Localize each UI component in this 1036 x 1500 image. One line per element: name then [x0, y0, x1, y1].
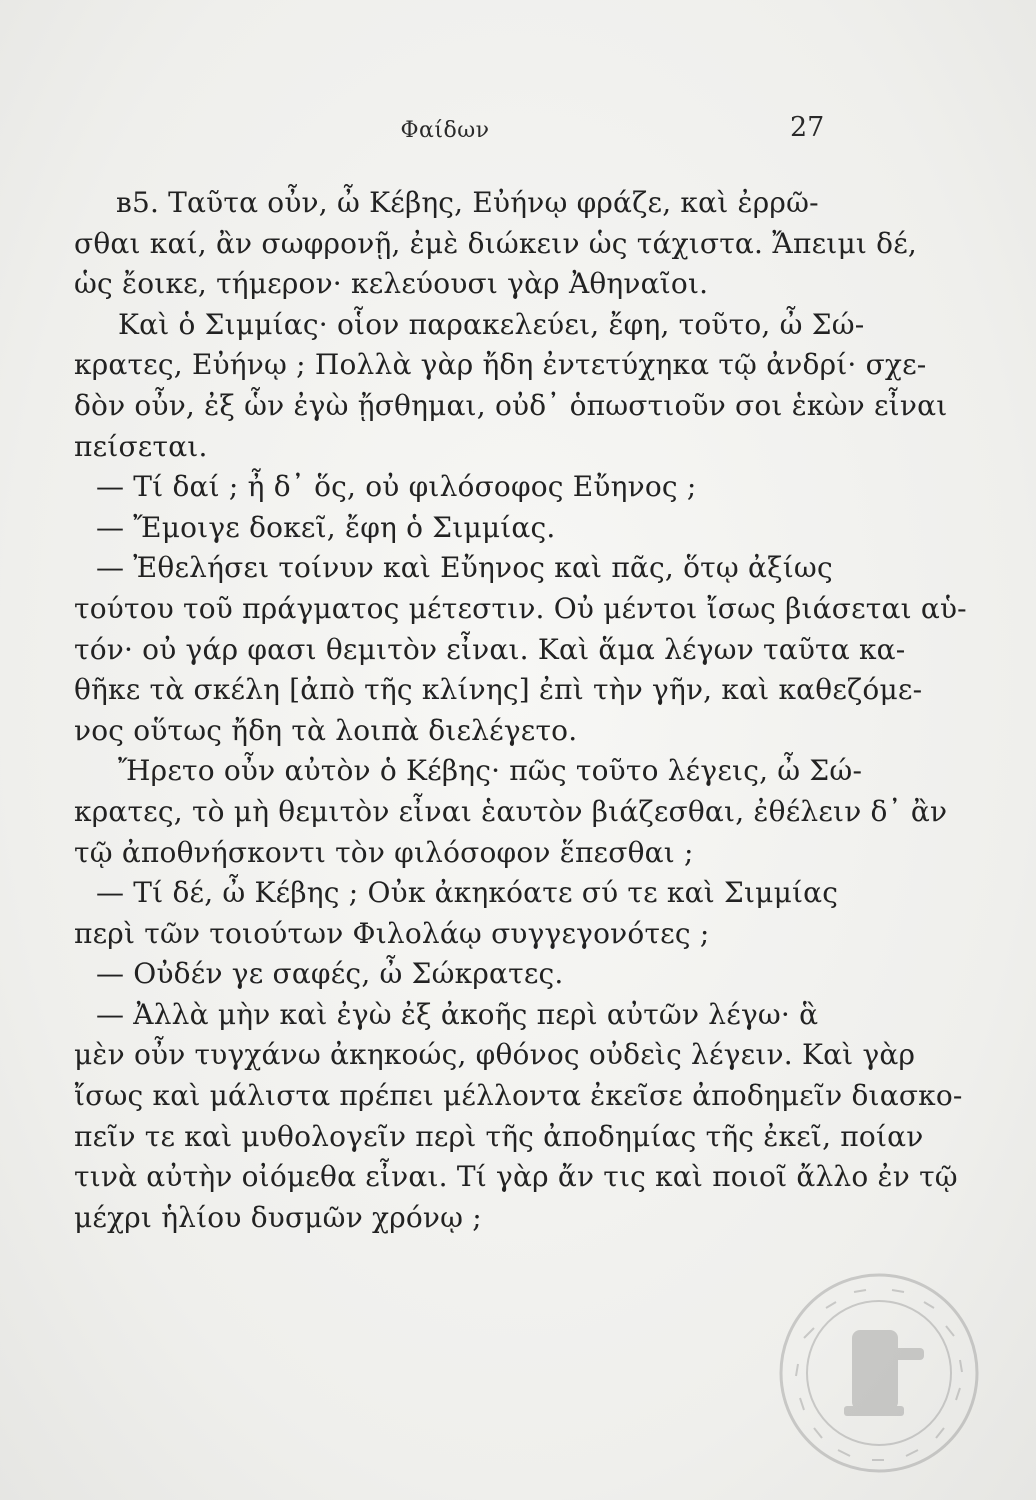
- text-line: μὲν οὖν τυγχάνω ἀκηκοώς, φθόνος οὐδεὶς λέγειν. Καὶ γὰρ: [74, 1038, 916, 1072]
- text-line: — Ἀλλὰ μὴν καὶ ἐγὼ ἐξ ἀκοῆς περὶ αὐτῶν λέγω· ἃ: [96, 997, 819, 1031]
- text-line: — Τί δαί ; ἦ δ᾽ ὅς, οὐ φιλόσοφος Εὔηνος ;: [96, 470, 697, 504]
- text-line: — Οὐδέν γε σαφές, ὦ Σώκρατες.: [96, 957, 564, 991]
- text-line: τῷ ἀποθνήσκοντι τὸν φιλόσοφον ἕπεσθαι ;: [74, 835, 694, 869]
- text-line: θῆκε τὰ σκέλη [ἀπὸ τῆς κλίνης] ἐπὶ τὴν γῆν, καὶ καθεζόμε-: [74, 673, 923, 707]
- text-line: — Ἔμοιγε δοκεῖ, ἔφη ὁ Σιμμίας.: [96, 510, 556, 544]
- text-line: σθαι καί, ἂν σωφρονῇ, ἐμὲ διώκειν ὡς τάχιστα. Ἄπειμι δέ,: [74, 226, 918, 260]
- text-line: Καὶ ὁ Σιμμίας· οἷον παρακελεύει, ἔφη, τοῦτο, ὦ Σώ-: [118, 307, 865, 341]
- text-line: κρατες, Εὐήνῳ ; Πολλὰ γὰρ ἤδη ἐντετύχηκα τῷ ἀνδρί· σχε-: [74, 348, 927, 382]
- text-line: — Ἐθελήσει τοίνυν καὶ Εὔηνος καὶ πᾶς, ὅτῳ ἀξίως: [96, 551, 833, 585]
- running-title: Φαίδων: [400, 118, 490, 143]
- text-line: δὸν οὖν, ἐξ ὧν ἐγὼ ᾔσθημαι, οὐδ᾽ ὁπωστιοῦν σοι ἑκὼν εἶναι: [74, 388, 948, 422]
- text-line: ἴσως καὶ μάλιστα πρέπει μέλλοντα ἐκεῖσε ἀποδημεῖν διασκο-: [74, 1079, 963, 1113]
- text-line: τινὰ αὐτὴν οἰόμεθα εἶναι. Τί γὰρ ἄν τις καὶ ποιοῖ ἄλλο ἐν τῷ: [74, 1160, 958, 1194]
- text-line: Ἤρετο οὖν αὐτὸν ὁ Κέβης· πῶς τοῦτο λέγεις, ὦ Σώ-: [118, 754, 863, 788]
- text-line: — Τί δέ, ὦ Κέβης ; Οὐκ ἀκηκόατε σύ τε καὶ Σιμμίας: [96, 876, 839, 910]
- text-line: μέχρι ἡλίου δυσμῶν χρόνῳ ;: [74, 1200, 482, 1234]
- text-line: πείσεται.: [74, 429, 208, 463]
- text-line: ʙ5. Ταῦτα οὖν, ὦ Κέβης, Εὐήνῳ φράζε, καὶ ἐρρῶ-: [116, 186, 819, 219]
- text-line: τούτου τοῦ πράγματος μέτεστιν. Οὐ μέντοι ἴσως βιάσεται αὑ-: [74, 591, 967, 625]
- text-line: νος οὕτως ἤδη τὰ λοιπὰ διελέγετο.: [74, 713, 578, 747]
- text-line: περὶ τῶν τοιούτων Φιλολάῳ συγγεγονότες ;: [74, 916, 710, 950]
- text-line: ὡς ἔοικε, τήμερον· κελεύουσι γὰρ Ἀθηναῖοι.: [74, 267, 709, 301]
- page-number: 27: [790, 112, 825, 143]
- library-stamp-seal: [774, 1268, 984, 1478]
- text-line: πεῖν τε καὶ μυθολογεῖν περὶ τῆς ἀποδημίας τῆς ἐκεῖ, ποίαν: [74, 1119, 924, 1153]
- body-text: [74, 183, 967, 1238]
- text-line: τόν· οὐ γάρ φασι θεμιτὸν εἶναι. Καὶ ἅμα λέγων ταῦτα κα-: [74, 632, 906, 666]
- text-line: κρατες, τὸ μὴ θεμιτὸν εἶναι ἑαυτὸν βιάζεσθαι, ἐθέλειν δ᾽ ἂν: [74, 794, 948, 828]
